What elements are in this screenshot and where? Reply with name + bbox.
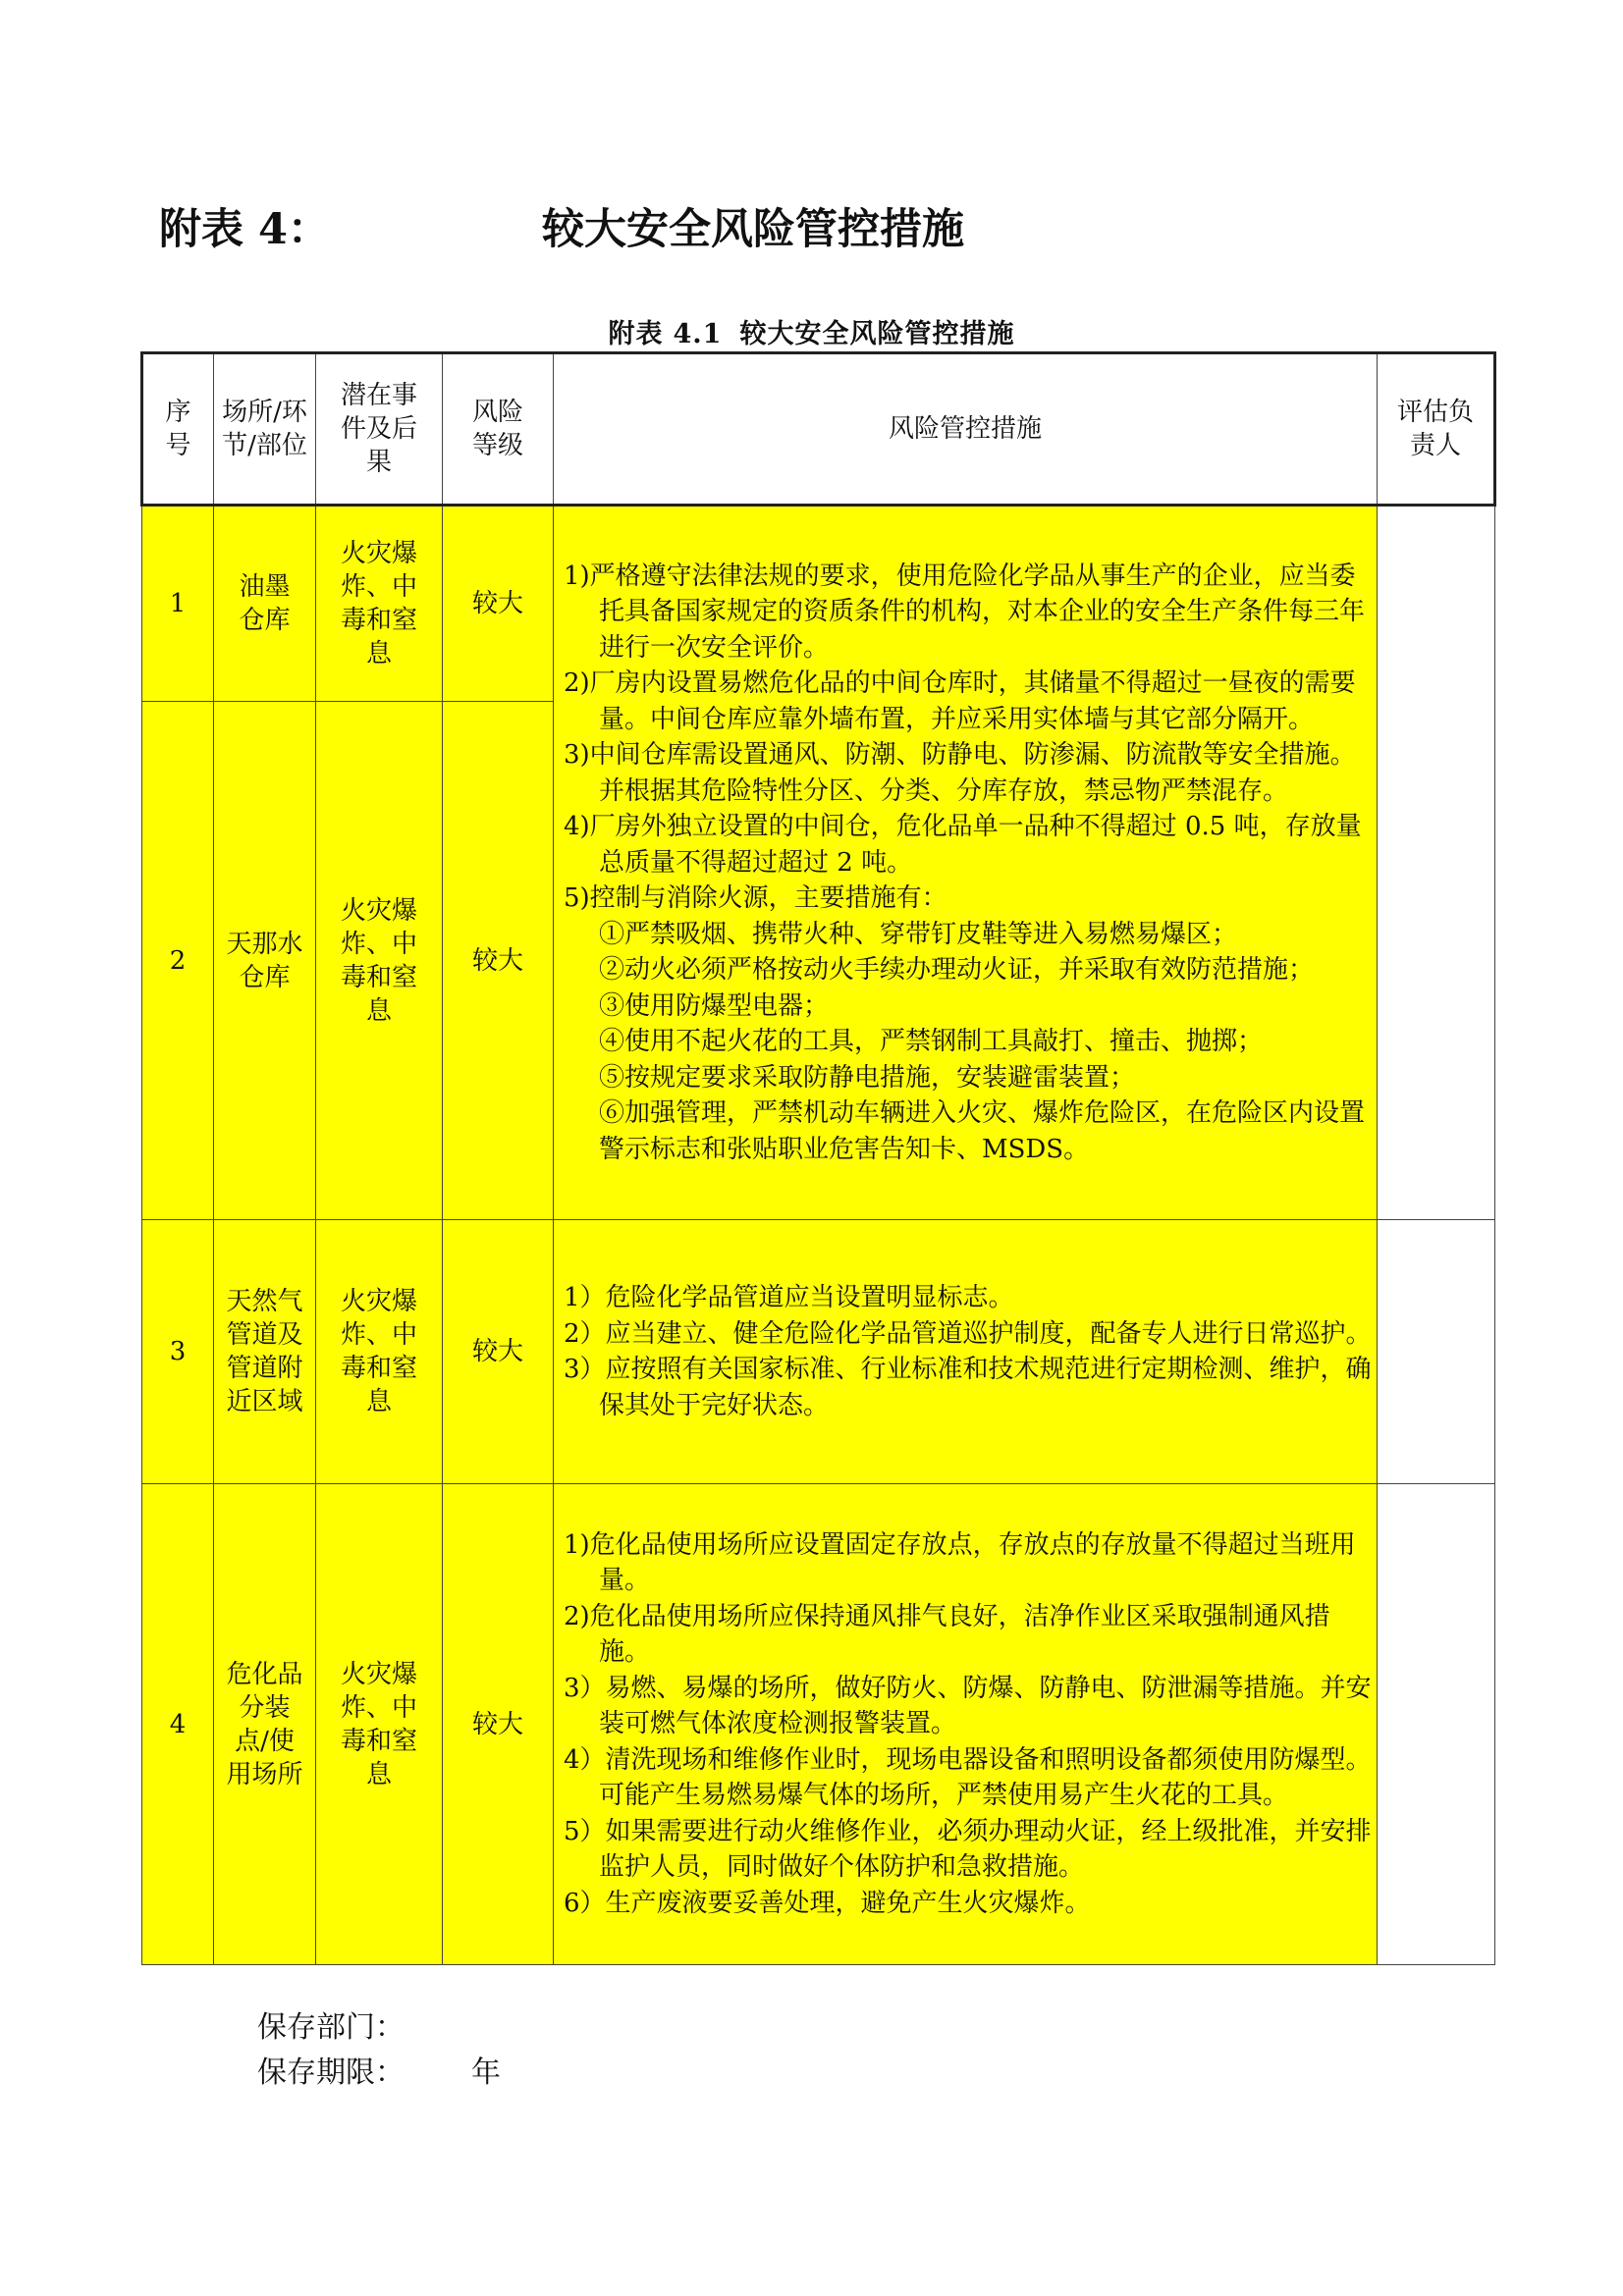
- table-row: [142, 1484, 1495, 1965]
- row-consequence: 火灾爆炸、中毒和窒息: [316, 702, 443, 1220]
- row-level: 较大: [443, 506, 554, 702]
- header-level: 风险等级: [443, 353, 554, 506]
- row-location: 油墨仓库: [214, 506, 316, 702]
- measure-item: 3)中间仓库需设置通风、防潮、防静电、防渗漏、防流散等安全措施。并根据其危险特性分区、分类、分库存放，禁忌物严禁混存。: [564, 740, 1356, 806]
- measure-item: 1)严格遵守法律法规的要求，使用危险化学品从事生产的企业，应当委托具备国家规定的资质条件的机构，对本企业的安全生产条件每三年进行一次安全评价。: [564, 561, 1366, 663]
- period-label: 保存期限：: [257, 2056, 405, 2090]
- risk-control-table: [140, 351, 1496, 1965]
- table-header-row: [142, 353, 1495, 506]
- row-owner: [1378, 1484, 1495, 1965]
- footer-dept: [257, 2002, 405, 2046]
- row-measures: [554, 1484, 1378, 1965]
- header-location: 场所/环节/部位: [214, 353, 316, 506]
- measure-subitem: ⑤按规定要求采取防静电措施，安装避雷装置；: [599, 1062, 1136, 1093]
- caption-text: 较大安全风险管控措施: [739, 319, 1015, 349]
- row-seq: 2: [142, 702, 214, 1220]
- table-row: [142, 1220, 1495, 1484]
- caption-number: 4.1: [673, 319, 723, 349]
- header-seq: 序号: [142, 353, 214, 506]
- header-owner: 评估负责人: [1378, 353, 1495, 506]
- dept-label: 保存部门：: [257, 2010, 405, 2045]
- measure-item: 2）应当建立、健全危险化学品管道巡护制度，配备专人进行日常巡护。: [564, 1318, 1372, 1349]
- measure-subitem: ②动火必须严格按动火手续办理动火证，并采取有效防范措施；: [599, 955, 1315, 986]
- row-location: 天那水仓库: [214, 702, 316, 1220]
- row-owner: [1378, 506, 1495, 1220]
- measure-item: 4）清洗现场和维修作业时，现场电器设备和照明设备都须使用防爆型。可能产生易燃易爆气体的场所，严禁使用易产生火花的工具。: [564, 1744, 1372, 1811]
- measure-item: 5)控制与消除火源，主要措施有：: [564, 883, 947, 914]
- measure-item: 1)危化品使用场所应设置固定存放点，存放点的存放量不得超过当班用量。: [564, 1529, 1356, 1596]
- page-header: [159, 196, 1485, 255]
- page-title: 较大安全风险管控措施: [542, 205, 964, 254]
- row-seq: 4: [142, 1484, 214, 1965]
- header-consequence: 潜在事件及后果: [316, 353, 443, 506]
- row-measures: [554, 506, 1378, 1220]
- row-measures: [554, 1220, 1378, 1484]
- row-owner: [1378, 1220, 1495, 1484]
- row-consequence: 火灾爆炸、中毒和窒息: [316, 1220, 443, 1484]
- measure-item: 2)厂房内设置易燃危化品的中间仓库时，其储量不得超过一昼夜的需要量。中间仓库应靠外墙布置，并应采用实体墙与其它部分隔开。: [564, 668, 1356, 734]
- measure-item: 6）生产废液要妥善处理，避免产生火灾爆炸。: [564, 1888, 1091, 1918]
- measure-item: 1）危险化学品管道应当设置明显标志。: [564, 1283, 1014, 1312]
- row-level: 较大: [443, 1484, 554, 1965]
- measure-item: 2)危化品使用场所应保持通风排气良好，洁净作业区采取强制通风措施。: [564, 1601, 1330, 1668]
- row-level: 较大: [443, 702, 554, 1220]
- measure-item: 3）应按照有关国家标准、行业标准和技术规范进行定期检测、维护，确保其处于完好状态。: [564, 1355, 1372, 1420]
- measure-item: 4)厂房外独立设置的中间仓，危化品单一品种不得超过 0.5 吨，存放量总质量不得超过超过 2 吨。: [564, 812, 1362, 878]
- row-seq: 3: [142, 1220, 214, 1484]
- row-location: 危化品分装点/使用场所: [214, 1484, 316, 1965]
- row-level: 较大: [443, 1220, 554, 1484]
- header-measures: 风险管控措施: [554, 353, 1378, 506]
- measure-subitem: ⑥加强管理，严禁机动车辆进入火灾、爆炸危险区，在危险区内设置警示标志和张贴职业危害告知卡、MSDS。: [599, 1098, 1366, 1164]
- appendix-label: 附表 4：: [159, 205, 330, 254]
- measure-subitem: ①严禁吸烟、携带火种、穿带钉皮鞋等进入易燃易爆区；: [599, 919, 1238, 949]
- measure-subitem: ④使用不起火花的工具，严禁钢制工具敲打、撞击、抛掷；: [599, 1027, 1264, 1057]
- row-consequence: 火灾爆炸、中毒和窒息: [316, 1484, 443, 1965]
- table-caption: [0, 312, 1623, 350]
- measure-subitem: ③使用防爆型电器；: [599, 990, 830, 1021]
- footer-period: [257, 2048, 501, 2091]
- measure-item: 5）如果需要进行动火维修作业，必须办理动火证，经上级批准，并安排监护人员，同时做好个体防护和急救措施。: [564, 1816, 1372, 1883]
- row-seq: 1: [142, 506, 214, 702]
- caption-prefix: 附表: [608, 319, 664, 349]
- table-row: [142, 506, 1495, 702]
- row-consequence: 火灾爆炸、中毒和窒息: [316, 506, 443, 702]
- period-unit: 年: [471, 2056, 501, 2090]
- measure-item: 3）易燃、易爆的场所，做好防火、防爆、防静电、防泄漏等措施。并安装可燃气体浓度检测报警装置。: [564, 1673, 1372, 1739]
- row-location: 天然气管道及管道附近区域: [214, 1220, 316, 1484]
